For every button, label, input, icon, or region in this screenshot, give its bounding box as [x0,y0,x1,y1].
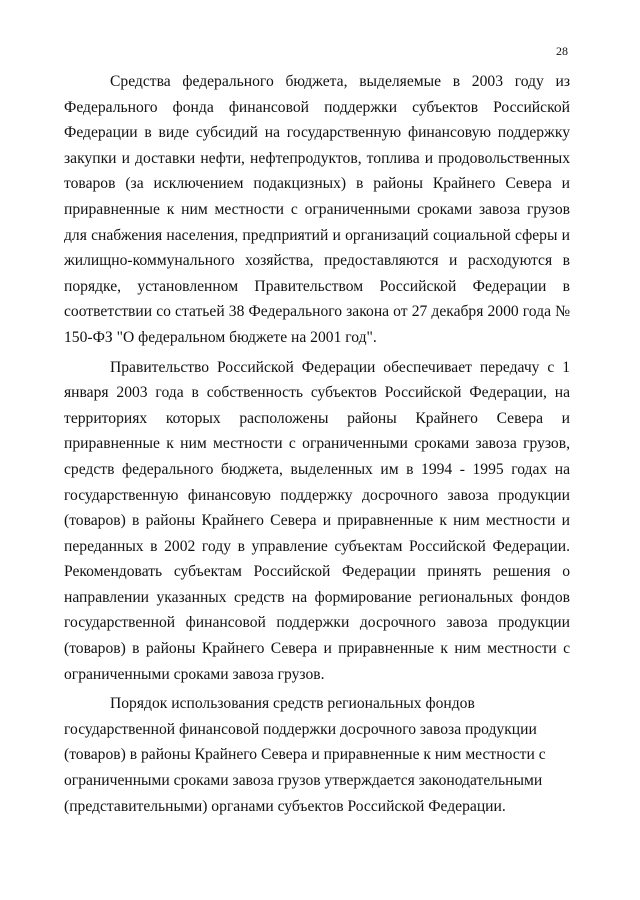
page-number: 28 [556,44,568,58]
paragraph-government-transfer: Правительство Российской Федерации обеспечивает передачу с 1 января 2003 года в собственность субъектов Российской Федерации, на территориях которых расположены районы Крайнего Севера и приравненные к ним местности с ограниченными сроками завоза грузов, средств федерального бюджета, выделенных им в 1994 - 1995 годах на государственную финансовую поддержку досрочного завоза продукции (товаров) в районы Крайнего Севера и приравненные к ним местности и переданных в 2002 году в управление субъектам Российской Федерации. Рекомендовать субъектам Российской Федерации принять решения о направлении указанных средств на формирование региональных фондов государственной финансовой поддержки досрочного завоза продукции (товаров) в районы Крайнего Севера и приравненные к ним местности с ограниченными сроками завоза грузов. [64,358,570,683]
document-body [64,69,570,819]
paragraph-federal-budget-funds: Средства федерального бюджета, выделяемые в 2003 году из Федерального фонда финансовой поддержки субъектов Российской Федерации в виде субсидий на государственную финансовую поддержку закупки и доставки нефти, нефтепродуктов, топлива и продовольственных товаров (за исключением подакцизных) в районы Крайнего Севера и приравненные к ним местности с ограниченными сроками завоза грузов для снабжения населения, предприятий и организаций социальной сферы и жилищно-коммунального хозяйства, предоставляются и расходуются в порядке, установленном Правительством Российской Федерации в соответствии со статьей 38 Федерального закона от 27 декабря 2000 года № 150-ФЗ "О федеральном бюджете на 2001 год". [64,73,570,346]
paragraph-fund-usage-order: Порядок использования средств региональных фондов государственной финансовой поддержки досрочного завоза продукции (товаров) в районы Крайнего Севера и приравненные к ним местности с ограниченными сроками завоза грузов утверждается законодательными (представительными) органами субъектов Российской Федерации. [64,695,546,815]
